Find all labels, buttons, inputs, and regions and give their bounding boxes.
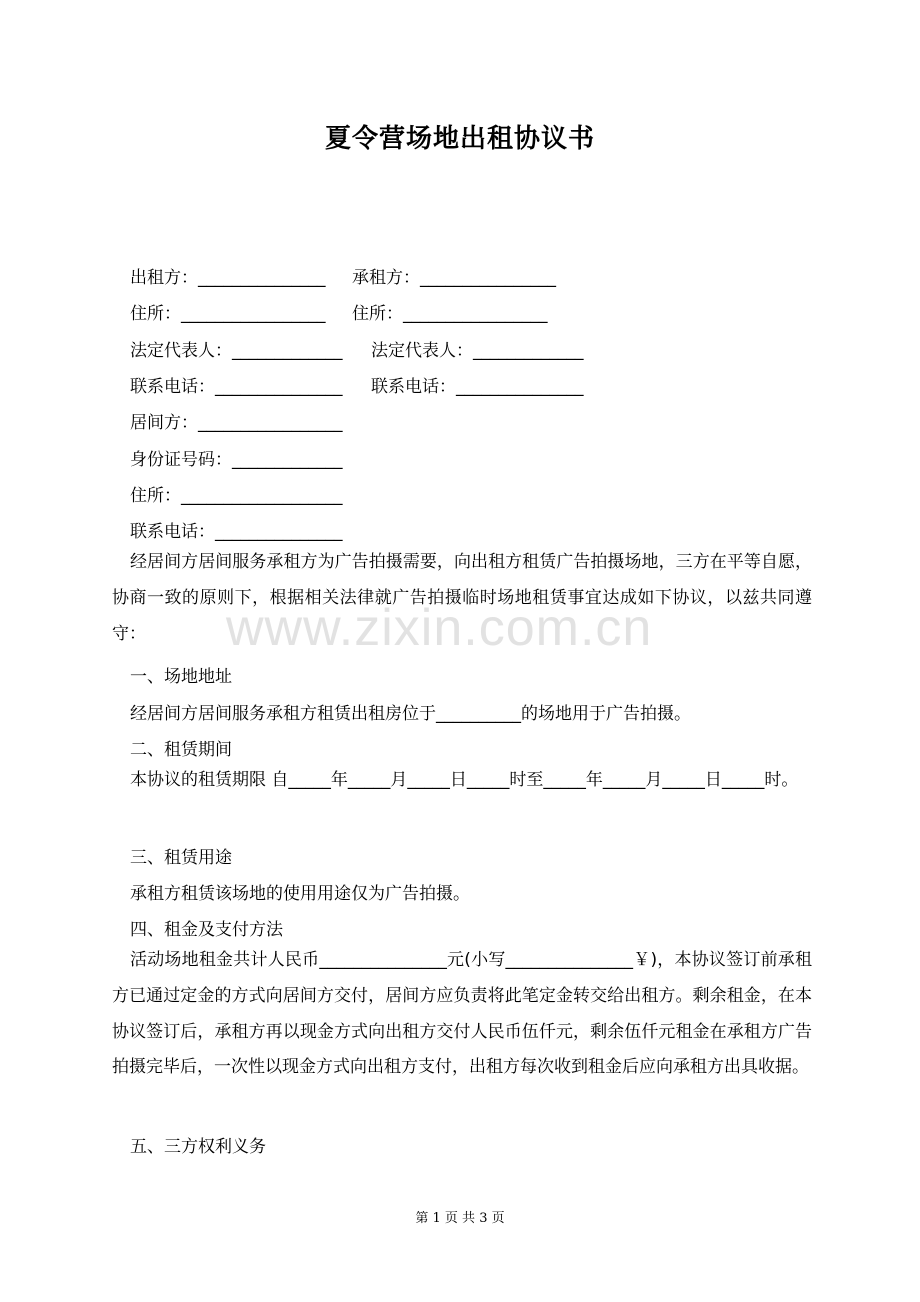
broker-phone-field: 联系电话：_______________ [130,522,343,542]
section-1-body: 经居间方居间服务承租方租赁出租房位于__________的场地用于广告拍摄。 [130,704,691,724]
section-3-heading: 三、租赁用途 [130,848,232,868]
section-3-body: 承租方租赁该场地的使用用途仅为广告拍摄。 [130,884,470,904]
section-2-body: 本协议的租赁期限 自_____年_____月_____日_____时至_____年_____月_____日_____时。 [130,770,799,790]
lessor-field: 出租方：_______________ [130,268,326,288]
document-title: 夏令营场地出租协议书 [324,124,595,154]
broker-field: 居间方：_________________ [130,413,343,433]
intro-paragraph: 经居间方居间服务承租方为广告拍摄需要，向出租方租赁广告拍摄场地，三方在平等自愿，协商一致的原则下，根据相关法律就广告拍摄临时场地租赁事宜达成如下协议，以兹共同遵守： [112,552,812,644]
lessee-representative-field: 法定代表人：_____________ [371,341,584,361]
page-number: 第 1 页 共 3 页 [415,1211,505,1226]
lessee-field: 承租方：________________ [352,268,556,288]
section-5-heading: 五、三方权利义务 [130,1137,266,1157]
broker-address-field: 住所：___________________ [130,486,343,506]
section-1-heading: 一、场地地址 [130,667,232,687]
section-2-heading: 二、租赁期间 [130,740,232,760]
lessee-phone-field: 联系电话：_______________ [371,377,584,397]
lessor-address-field: 住所：_________________ [130,304,326,324]
lessee-address-field: 住所：_________________ [352,304,548,324]
lessor-phone-field: 联系电话：_______________ [130,377,343,397]
id-number-field: 身份证号码：_____________ [130,450,343,470]
watermark: www.zixin.com.cn [226,599,653,657]
lessor-representative-field: 法定代表人：_____________ [130,341,343,361]
section-4-body: 活动场地租金共计人民币_______________元(小写_______________￥)，本协议签订前承租方已通过定金的方式向居间方交付，居间方应负责将此笔定金转交给出租方。剩余租金，在本协议签订后，承租方再以现金方式向出租方交付人民币伍仟元，剩余伍仟元租金在承租方广告拍摄完毕后，一次性以现金方式向出租方支付，出租方每次收到租金后应向承租方出具收据。 [112,950,812,1078]
section-4-heading: 四、租金及支付方法 [130,920,283,940]
